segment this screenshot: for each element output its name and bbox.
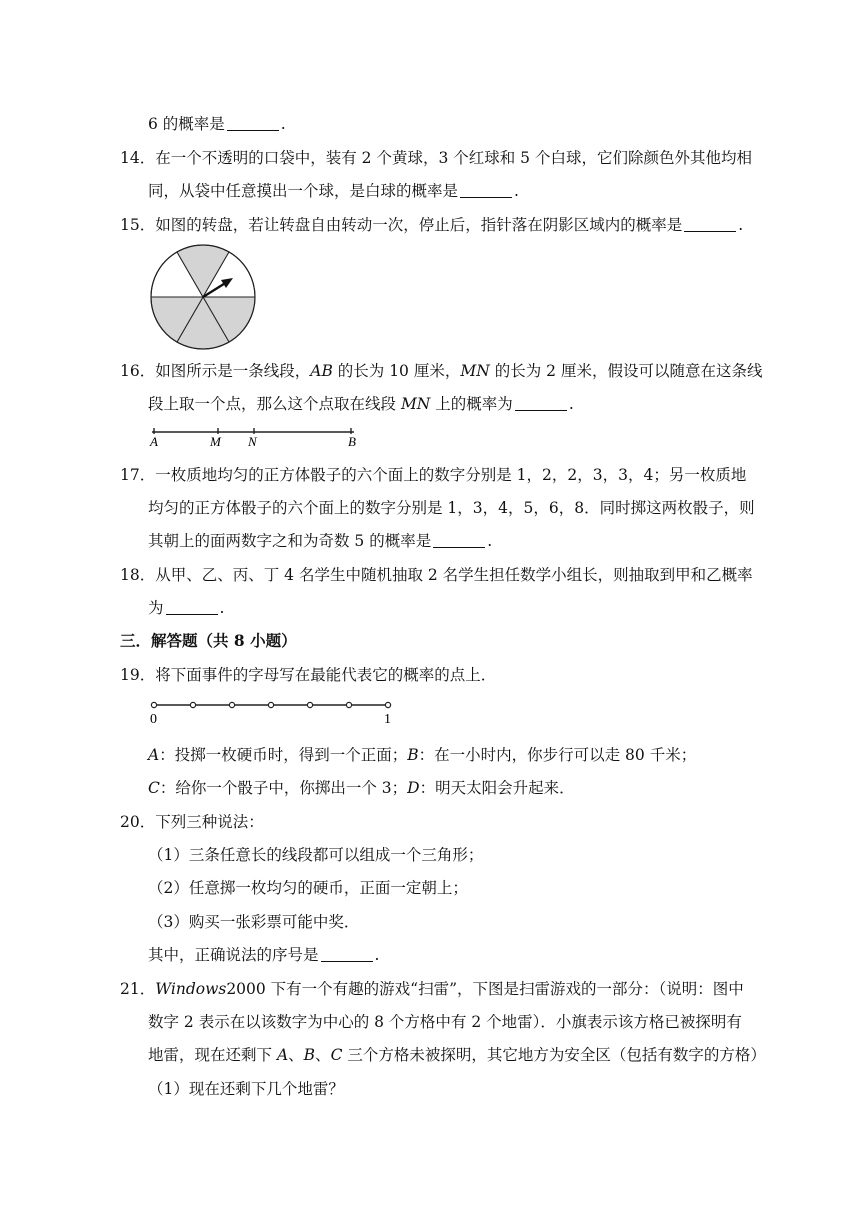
question-number: 17． [120, 466, 156, 484]
q16-text1c: 的长为 2 厘米，假设可以随意在这条线 [489, 362, 763, 380]
question-number: 16． [120, 362, 156, 380]
question-number: 21． [120, 980, 156, 998]
q17-text3: 其朝上的面两数字之和为奇数 5 的概率是 [148, 532, 432, 550]
cell-b-label: B [303, 1046, 316, 1064]
section-title: 三．解答题（共 8 小题） [120, 631, 297, 650]
q17-line3 [148, 531, 492, 551]
period: . [374, 946, 380, 964]
period: . [514, 182, 519, 200]
spinner-figure [149, 243, 259, 353]
cell-c-label: C [330, 1046, 343, 1064]
q16-line1 [120, 361, 762, 381]
q17-text1: 一枚质地均匀的正方体骰子的六个面上的数字分别是 1，2，2，3，3，4；另一枚质地 [155, 466, 747, 484]
q13-tail-line [148, 114, 286, 134]
event-c-label: C [148, 779, 160, 797]
separator: 、 [315, 1046, 331, 1064]
q14-line1 [120, 148, 752, 168]
q14-text2: 同，从袋中任意摸出一个球，是白球的概率是 [148, 182, 459, 200]
q21-text1: 2000 下有一个有趣的游戏“扫雷”，下图是扫雷游戏的一部分：（说明：图中 [226, 980, 744, 998]
question-number: 14． [120, 149, 156, 167]
probability-number-line [148, 697, 398, 727]
answer-blank [460, 183, 512, 198]
q20-line1 [120, 812, 264, 832]
axis-end-label: 1 [384, 712, 391, 727]
event-a-text: ：投掷一枚硬币时，得到一个正面； [159, 746, 408, 764]
segment-figure [148, 424, 363, 448]
event-c-text: ：给你一个骰子中，你掷出一个 3； [159, 779, 408, 797]
q16-text2b: 上的概率为 [430, 395, 513, 413]
q21-line1 [120, 979, 744, 999]
q16-line2 [148, 394, 574, 414]
windows-word: Windows [155, 980, 227, 998]
segment-mn-label: MN [400, 395, 431, 413]
answer-blank [684, 217, 736, 232]
answer-blank [515, 396, 567, 411]
segment-ab-label: AB [310, 362, 333, 380]
question-number: 20． [120, 813, 156, 831]
q18-text2: 为 [148, 599, 164, 617]
q20-ask: 其中，正确说法的序号是 [148, 946, 319, 964]
q19-text1: 将下面事件的字母写在最能代表它的概率的点上． [155, 666, 497, 684]
q13-tail-text: 6 的概率是 [148, 115, 225, 133]
answer-blank [227, 116, 279, 131]
axis-start-label: 0 [150, 712, 157, 727]
event-b-label: B [407, 746, 419, 764]
period: . [219, 599, 225, 617]
answer-blank [433, 533, 485, 548]
q16-text2a: 段上取一个点，那么这个点取在线段 [148, 395, 401, 413]
point-b-label: B [348, 434, 356, 449]
q21-line3 [148, 1045, 766, 1065]
q16-text1a: 如图所示是一条线段， [155, 362, 311, 380]
q19-events-line1 [148, 745, 696, 765]
q20-text1: 下列三种说法： [155, 813, 264, 831]
point-a-label: A [150, 434, 158, 449]
q21-text3b: 三个方格未被探明，其它地方为安全区（包括有数字的方格） [342, 1046, 766, 1064]
q14-text1: 在一个不透明的口袋中，装有 2 个黄球，3 个红球和 5 个白球，它们除颜色外其他均相 [155, 149, 752, 167]
event-b-text: ：在一小时内，你步行可以走 80 千米； [418, 746, 697, 764]
separator: 、 [288, 1046, 304, 1064]
q21-sub1: （1）现在还剩下几个地雷？ [148, 1080, 344, 1098]
q16-text1b: 的长为 10 厘米， [332, 362, 461, 380]
q15-line1 [120, 215, 743, 235]
event-a-label: A [148, 746, 160, 764]
question-number: 19． [120, 666, 156, 684]
q19-line1 [120, 665, 496, 685]
q17-line1 [120, 465, 746, 485]
q18-line2 [148, 598, 224, 618]
q15-text1: 如图的转盘，若让转盘自由转动一次，停止后，指针落在阴影区域内的概率是 [155, 216, 683, 234]
question-number: 18． [120, 566, 156, 584]
q20-item2: （2）任意掷一枚均匀的硬币，正面一定朝上； [148, 879, 468, 897]
period: . [280, 115, 286, 133]
q17-line2 [148, 498, 755, 518]
q19-events-line2 [148, 778, 575, 798]
q20-ask-line [148, 945, 379, 965]
q18-text1: 从甲、乙、丙、丁 4 名学生中随机抽取 2 名学生担任数学小组长，则抽取到甲和乙概率 [155, 566, 753, 584]
q14-line2 [148, 181, 519, 201]
answer-blank [321, 947, 373, 962]
q21-text3a: 地雷，现在还剩下 [148, 1046, 277, 1064]
q17-text2: 均匀的正方体骰子的六个面上的数字分别是 1，3，4，5，6，8．同时掷这两枚骰子，则 [148, 499, 755, 517]
q18-line1 [120, 565, 753, 585]
answer-blank [166, 600, 218, 615]
question-number: 15． [120, 216, 156, 234]
event-d-label: D [407, 779, 420, 797]
q20-item1: （1）三条任意长的线段都可以组成一个三角形； [148, 846, 484, 864]
q21-line2: 数字 2 表示在以该数字为中心的 8 个方格中有 2 个地雷）．小旗表示该方格已被探明有 [148, 1013, 742, 1031]
period: . [738, 216, 744, 234]
event-d-text: ：明天太阳会升起来． [419, 779, 575, 797]
point-n-label: N [248, 434, 257, 449]
segment-mn-label: MN [460, 362, 490, 380]
q20-item3: （3）购买一张彩票可能中奖． [148, 913, 360, 931]
period: . [487, 532, 493, 550]
cell-a-label: A [276, 1046, 289, 1064]
point-m-label: M [210, 434, 221, 449]
period: . [568, 395, 574, 413]
